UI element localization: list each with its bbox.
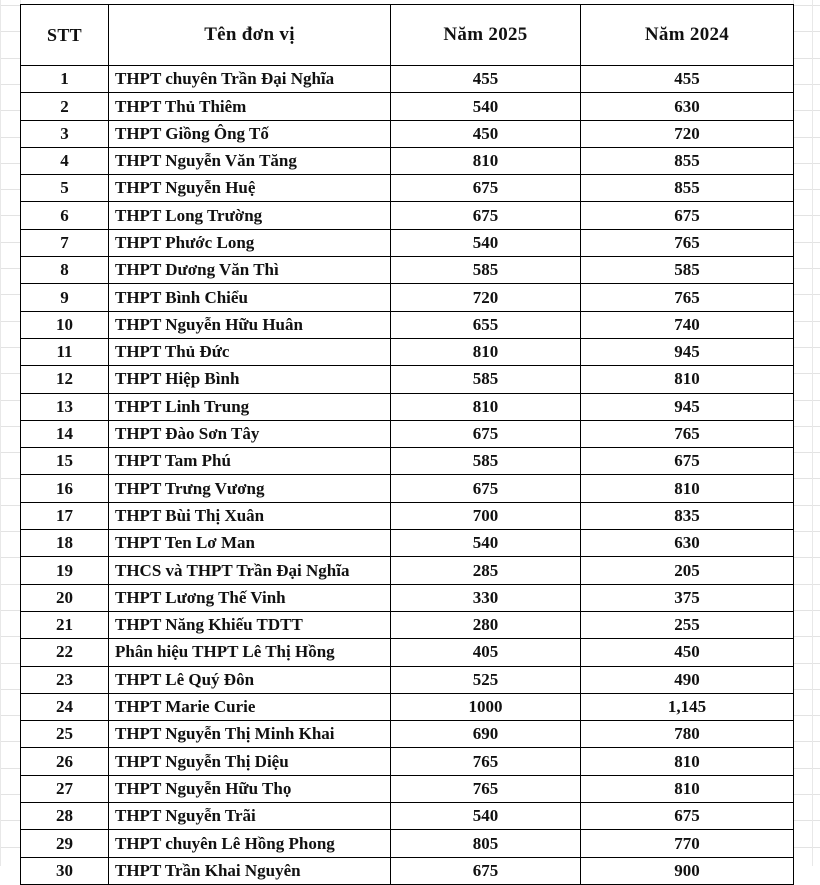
cell-year-2024: 675 [581,448,794,475]
table-body [21,66,794,885]
cell-unit-name: THPT Trần Khai Nguyên [109,857,391,884]
cell-unit-name: THPT Hiệp Bình [109,366,391,393]
cell-year-2024: 855 [581,147,794,174]
table-row [21,257,794,284]
cell-year-2024: 765 [581,284,794,311]
quota-table-container [20,4,793,885]
cell-unit-name: THPT Nguyễn Thị Diệu [109,748,391,775]
cell-year-2025: 540 [391,229,581,256]
gridline-col [0,0,1,866]
cell-year-2025: 765 [391,775,581,802]
cell-stt: 23 [21,666,109,693]
cell-stt: 21 [21,611,109,638]
cell-stt: 13 [21,393,109,420]
table-header [21,5,794,66]
cell-year-2025: 540 [391,803,581,830]
cell-year-2025: 675 [391,475,581,502]
cell-stt: 14 [21,420,109,447]
cell-stt: 28 [21,803,109,830]
cell-year-2024: 630 [581,93,794,120]
table-row [21,639,794,666]
table-row [21,748,794,775]
cell-stt: 24 [21,693,109,720]
cell-year-2025: 810 [391,338,581,365]
cell-unit-name: THPT Linh Trung [109,393,391,420]
cell-stt: 30 [21,857,109,884]
cell-stt: 11 [21,338,109,365]
cell-stt: 19 [21,557,109,584]
cell-year-2024: 810 [581,775,794,802]
cell-unit-name: Phân hiệu THPT Lê Thị Hồng [109,639,391,666]
cell-year-2025: 540 [391,93,581,120]
cell-stt: 26 [21,748,109,775]
column-header-stt: STT [21,5,109,66]
cell-unit-name: THPT Nguyễn Trãi [109,803,391,830]
cell-year-2024: 835 [581,502,794,529]
cell-year-2025: 330 [391,584,581,611]
column-header-year-2025: Năm 2025 [391,5,581,66]
cell-unit-name: THPT Nguyễn Huệ [109,175,391,202]
cell-year-2025: 655 [391,311,581,338]
cell-year-2025: 455 [391,66,581,93]
table-row [21,120,794,147]
cell-stt: 16 [21,475,109,502]
cell-unit-name: THPT Đào Sơn Tây [109,420,391,447]
cell-year-2024: 855 [581,175,794,202]
table-row [21,147,794,174]
cell-year-2024: 740 [581,311,794,338]
cell-stt: 25 [21,721,109,748]
cell-year-2024: 720 [581,120,794,147]
cell-unit-name: THPT chuyên Lê Hồng Phong [109,830,391,857]
cell-unit-name: THPT Marie Curie [109,693,391,720]
cell-year-2025: 540 [391,530,581,557]
cell-stt: 29 [21,830,109,857]
cell-year-2024: 490 [581,666,794,693]
cell-year-2024: 945 [581,338,794,365]
cell-year-2025: 280 [391,611,581,638]
cell-unit-name: THPT Nguyễn Văn Tăng [109,147,391,174]
cell-stt: 27 [21,775,109,802]
cell-unit-name: THPT Lương Thế Vinh [109,584,391,611]
cell-year-2024: 810 [581,748,794,775]
table-row [21,284,794,311]
cell-year-2024: 810 [581,475,794,502]
table-row [21,475,794,502]
cell-unit-name: THPT Thủ Thiêm [109,93,391,120]
cell-stt: 6 [21,202,109,229]
cell-stt: 2 [21,93,109,120]
cell-year-2024: 770 [581,830,794,857]
table-row [21,557,794,584]
cell-year-2025: 525 [391,666,581,693]
cell-stt: 1 [21,66,109,93]
cell-year-2024: 205 [581,557,794,584]
cell-unit-name: THPT Năng Khiếu TDTT [109,611,391,638]
table-row [21,338,794,365]
cell-year-2025: 585 [391,448,581,475]
cell-stt: 4 [21,147,109,174]
cell-year-2025: 810 [391,393,581,420]
column-header-name: Tên đơn vị [109,5,391,66]
cell-stt: 3 [21,120,109,147]
table-row [21,775,794,802]
cell-unit-name: THPT Tam Phú [109,448,391,475]
table-row [21,229,794,256]
cell-year-2025: 720 [391,284,581,311]
cell-unit-name: THPT Thủ Đức [109,338,391,365]
table-row [21,611,794,638]
cell-unit-name: THPT Bùi Thị Xuân [109,502,391,529]
cell-year-2025: 675 [391,420,581,447]
cell-year-2025: 675 [391,175,581,202]
cell-unit-name: THPT Bình Chiểu [109,284,391,311]
table-row [21,66,794,93]
table-row [21,420,794,447]
column-header-year-2024: Năm 2024 [581,5,794,66]
cell-unit-name: THPT Ten Lơ Man [109,530,391,557]
enrollment-quota-table [20,4,794,885]
table-row [21,721,794,748]
cell-stt: 9 [21,284,109,311]
cell-year-2025: 675 [391,857,581,884]
cell-stt: 15 [21,448,109,475]
cell-year-2024: 450 [581,639,794,666]
table-row [21,175,794,202]
cell-stt: 22 [21,639,109,666]
cell-unit-name: THPT Lê Quý Đôn [109,666,391,693]
cell-year-2025: 690 [391,721,581,748]
cell-stt: 12 [21,366,109,393]
cell-year-2024: 375 [581,584,794,611]
cell-year-2024: 765 [581,420,794,447]
cell-stt: 18 [21,530,109,557]
cell-year-2024: 810 [581,366,794,393]
table-row [21,502,794,529]
cell-year-2024: 255 [581,611,794,638]
cell-unit-name: THPT chuyên Trần Đại Nghĩa [109,66,391,93]
cell-year-2025: 285 [391,557,581,584]
cell-stt: 8 [21,257,109,284]
table-row [21,393,794,420]
cell-stt: 20 [21,584,109,611]
cell-unit-name: THPT Nguyễn Hữu Huân [109,311,391,338]
cell-unit-name: THPT Phước Long [109,229,391,256]
table-row [21,311,794,338]
cell-year-2025: 805 [391,830,581,857]
cell-year-2025: 810 [391,147,581,174]
table-row [21,530,794,557]
header-row [21,5,794,66]
table-row [21,693,794,720]
cell-stt: 10 [21,311,109,338]
cell-unit-name: THPT Long Trường [109,202,391,229]
cell-year-2025: 405 [391,639,581,666]
cell-unit-name: THPT Trưng Vương [109,475,391,502]
table-row [21,803,794,830]
table-row [21,830,794,857]
table-row [21,448,794,475]
cell-year-2024: 455 [581,66,794,93]
gridline-col [812,0,813,866]
cell-year-2024: 675 [581,803,794,830]
cell-year-2024: 780 [581,721,794,748]
cell-year-2025: 585 [391,366,581,393]
cell-year-2024: 585 [581,257,794,284]
cell-year-2025: 450 [391,120,581,147]
table-row [21,666,794,693]
table-row [21,366,794,393]
cell-unit-name: THPT Dương Văn Thì [109,257,391,284]
cell-year-2024: 765 [581,229,794,256]
cell-year-2025: 1000 [391,693,581,720]
cell-year-2024: 945 [581,393,794,420]
cell-unit-name: THPT Nguyễn Hữu Thọ [109,775,391,802]
cell-year-2024: 630 [581,530,794,557]
table-row [21,584,794,611]
cell-year-2025: 675 [391,202,581,229]
cell-year-2025: 765 [391,748,581,775]
cell-year-2024: 1,145 [581,693,794,720]
cell-stt: 5 [21,175,109,202]
cell-year-2025: 700 [391,502,581,529]
cell-stt: 7 [21,229,109,256]
cell-unit-name: THPT Nguyễn Thị Minh Khai [109,721,391,748]
cell-stt: 17 [21,502,109,529]
cell-year-2024: 900 [581,857,794,884]
cell-unit-name: THPT Giồng Ông Tố [109,120,391,147]
table-row [21,857,794,884]
cell-year-2024: 675 [581,202,794,229]
table-row [21,93,794,120]
cell-unit-name: THCS và THPT Trần Đại Nghĩa [109,557,391,584]
table-row [21,202,794,229]
cell-year-2025: 585 [391,257,581,284]
